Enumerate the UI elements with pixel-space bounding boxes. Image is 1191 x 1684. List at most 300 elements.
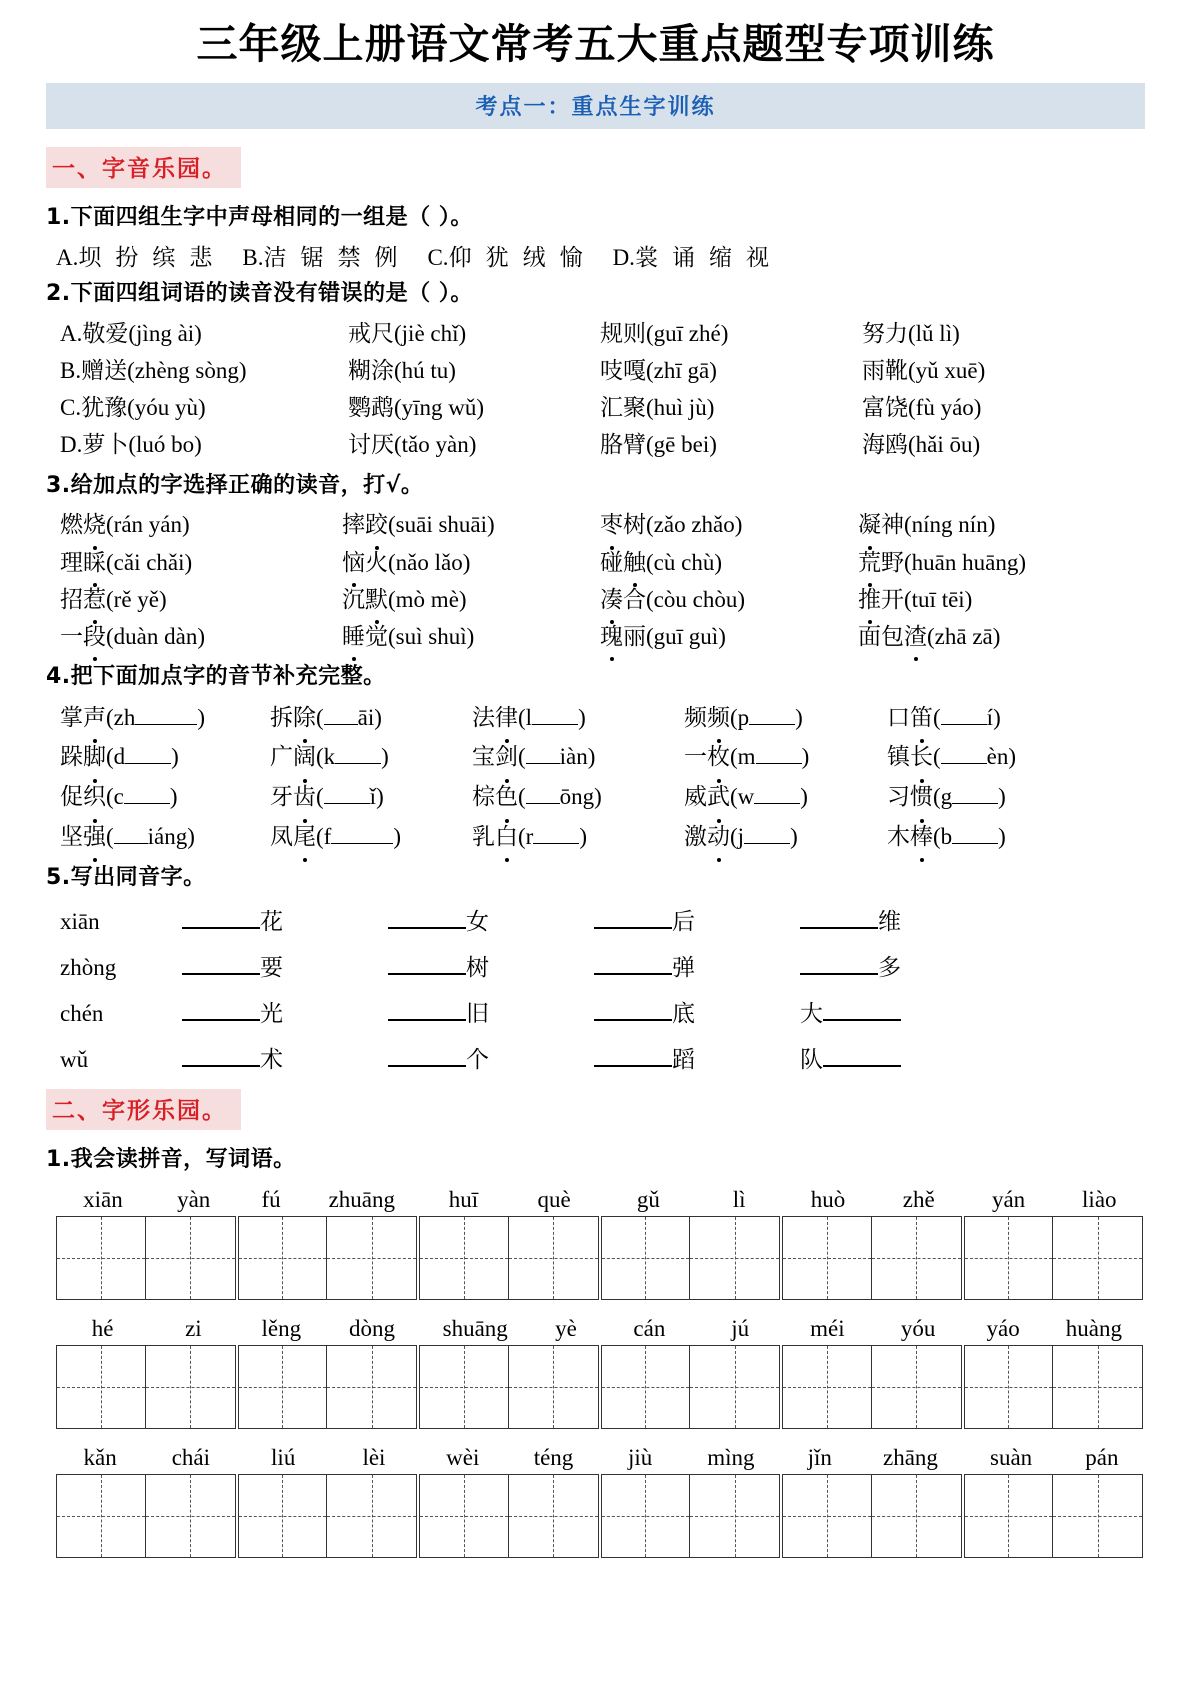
q4-blank[interactable] [744,843,790,844]
q3-items[interactable] [46,506,1145,655]
q4-pinyin-group: ( ǐ) [316,784,384,810]
q4-prompt: 4.把下面加点字的音节补充完整。 [46,664,386,690]
pinyin-pair [782,1445,964,1471]
q4-items[interactable] [46,698,1145,856]
q3-item[interactable] [858,618,1145,655]
q4-row[interactable] [46,817,1145,857]
tianzige-cell[interactable] [1053,1217,1142,1299]
q3-pinyin-choices[interactable]: (rě yě) [106,586,167,612]
q5-blank[interactable] [594,1019,672,1021]
tianzige-pair[interactable] [601,1345,781,1429]
q1-option-char: 绒 [522,244,546,270]
q3-pinyin-choices[interactable]: (nǎo lǎo) [388,549,471,575]
tianzige-row[interactable] [46,1216,1145,1300]
tianzige-pair[interactable] [964,1474,1144,1558]
page-title: 三年级上册语文常考五大重点题型专项训练 [196,20,995,68]
q3-word-prefix: 理 [60,549,83,575]
q5-blank[interactable] [388,1019,466,1021]
q3-item[interactable] [60,581,342,618]
q1-option-char: 愉 [559,244,583,270]
q4-blank[interactable] [331,843,393,844]
q4-item[interactable] [270,698,472,738]
q2-pinyin: (lǔ lì) [908,320,960,346]
q3-item[interactable] [600,506,858,543]
q5-cell[interactable] [182,991,388,1037]
q5-blank[interactable] [388,973,466,975]
q5-cell[interactable] [800,1037,1145,1083]
q5-blank[interactable] [594,927,672,929]
exam-point-banner: 考点一：重点生字训练 [46,83,1145,129]
tianzige-pair[interactable] [419,1474,599,1558]
tianzige-pair[interactable] [56,1474,236,1558]
section-one [46,141,1145,1083]
q3-item[interactable] [600,618,858,655]
q4-blank[interactable] [125,763,171,764]
q5-blank[interactable] [388,927,466,929]
q3-pinyin-choices[interactable]: (huān huāng) [904,549,1026,575]
q2-word: 戒尺 [348,320,394,346]
q5-cell[interactable] [800,945,1145,991]
q5-cell[interactable] [594,899,800,945]
pinyin-syllable: yè [555,1315,577,1341]
q3-item[interactable] [600,581,858,618]
q5-char-after: 维 [878,908,901,934]
q3-pinyin-choices[interactable]: (mò mè) [388,586,467,612]
q4-item[interactable] [887,698,1145,738]
pinyin-syllable: xiān [83,1186,123,1212]
tianzige-pair[interactable] [238,1216,418,1300]
q4-pinyin-group: ( èn) [933,744,1017,770]
q4-blank[interactable] [749,724,795,725]
tianzige-pair[interactable] [56,1216,236,1300]
pinyin-syllable: wèi [446,1444,480,1470]
tianzige-cell[interactable] [690,1475,779,1557]
q5-blank[interactable] [800,927,878,929]
pinyin-syllable: yóu [900,1315,936,1341]
q4-pinyin-group: (p ) [730,704,803,730]
tianzige-cell[interactable] [872,1217,961,1299]
q2-pinyin: (zhèng sòng) [127,357,247,383]
pinyin-pair [964,1316,1146,1342]
tianzige-pair[interactable] [419,1345,599,1429]
q3-pinyin-choices[interactable]: (tuī tēi) [904,586,973,612]
q3-item[interactable] [60,618,342,655]
q5-prompt: 5.写出同音字。 [46,865,206,891]
tianzige-cell[interactable] [1053,1346,1142,1428]
q5-cell[interactable] [182,1037,388,1083]
q3-item[interactable] [342,581,600,618]
q5-row[interactable] [60,1037,1145,1083]
tianzige-cell[interactable] [965,1475,1054,1557]
tianzige-cell[interactable] [327,1346,416,1428]
pinyin-syllable: jǐn [807,1444,832,1470]
tianzige-cell[interactable] [509,1475,598,1557]
tianzige-cell[interactable] [965,1217,1054,1299]
q4-item[interactable] [60,698,270,738]
tianzige-cell[interactable] [239,1346,328,1428]
tianzige-pair[interactable] [238,1474,418,1558]
q5-blank[interactable] [823,1019,901,1021]
pinyin-writing-grids[interactable] [46,1187,1145,1558]
tianzige-cell[interactable] [420,1217,509,1299]
q5-cell[interactable] [594,991,800,1037]
q3-word-suffix: 觉 [365,624,388,649]
tianzige-cell[interactable] [420,1346,509,1428]
q1-option[interactable] [56,245,226,270]
q4-blank[interactable] [533,843,579,844]
q4-pinyin-tail: èn [986,744,1009,770]
q5-char-after: 树 [466,954,489,980]
q4-item[interactable] [684,698,887,738]
q2-word: 规则 [600,320,646,346]
q4-item[interactable] [472,817,684,857]
tianzige-cell[interactable] [327,1217,416,1299]
q4-pinyin-group: ( āi) [316,704,382,730]
pinyin-pair [56,1445,238,1471]
pinyin-syllable: pán [1085,1444,1119,1470]
tianzige-cell[interactable] [146,1217,235,1299]
tianzige-cell[interactable] [146,1346,235,1428]
tianzige-cell[interactable] [420,1475,509,1557]
q3-word-prefix: 招 [60,586,83,612]
tianzige-cell[interactable] [965,1346,1054,1428]
q4-pinyin-head: p [737,704,750,730]
q5-blank[interactable] [594,1065,672,1067]
q5-blank[interactable] [800,973,878,975]
q3-pinyin-choices[interactable]: (còu chòu) [646,586,745,612]
q5-blank[interactable] [182,927,260,929]
tianzige-cell[interactable] [783,1217,872,1299]
q5-cell[interactable] [182,899,388,945]
q5-char-after: 要 [260,954,283,980]
q5-cell[interactable] [800,899,1145,945]
q5-row[interactable] [60,945,1145,991]
q4-blank[interactable] [114,843,148,844]
q2-pinyin: (hǎi ōu) [908,432,981,458]
q5-row[interactable] [60,899,1145,945]
q4-item[interactable] [472,737,684,777]
q3-word-suffix: 合 [623,586,646,612]
pinyin-syllable: mìng [707,1444,755,1470]
tianzige-row[interactable] [46,1345,1145,1429]
q5-char-after: 术 [260,1046,283,1072]
q4-pinyin-tail: ōng [559,784,595,810]
emphasis-dot-char: 织 [83,777,106,817]
q4-pinyin-group: (b ) [933,823,1006,849]
q4-word-prefix: 跺 [60,744,83,770]
q4-word-prefix: 拆 [270,704,293,730]
q5-cell[interactable] [594,945,800,991]
q5-blank[interactable] [594,973,672,975]
q1-option-char: 扮 [115,244,139,270]
q4-item[interactable] [684,817,887,857]
tianzige-cell[interactable] [57,1346,146,1428]
pinyin-syllable: jú [731,1315,750,1341]
q5-blank[interactable] [823,1065,901,1067]
tianzige-cell[interactable] [602,1217,691,1299]
q2-option-item [348,426,600,463]
tianzige-cell[interactable] [57,1217,146,1299]
q4-pinyin-head: l [525,704,533,730]
q4-item[interactable] [270,817,472,857]
q4-word-prefix: 威 [684,784,707,810]
q4-blank[interactable] [526,763,560,764]
emphasis-dot-char: 枚 [707,737,730,777]
q3-item[interactable] [858,506,1145,543]
q1-option-label: A. [56,244,79,270]
q4-pinyin-tail: ǐ [369,784,377,810]
q4-blank[interactable] [526,803,560,804]
q3-item[interactable] [342,618,600,655]
tianzige-pair[interactable] [964,1216,1144,1300]
q2-option-row[interactable] [46,315,1145,352]
pinyin-syllable: yàn [177,1186,211,1212]
q4-item[interactable] [270,777,472,817]
q2-option-label: B. [60,357,82,383]
q4-item[interactable] [60,737,270,777]
q3-prompt: 3.给加点的字选择正确的读音，打√。 [46,472,424,498]
q3-item[interactable] [342,544,600,581]
q4-pinyin-group: (j ) [730,823,798,849]
q5-row[interactable] [60,991,1145,1037]
tianzige-pair[interactable] [782,1216,962,1300]
q4-row[interactable] [46,777,1145,817]
q2-option-row[interactable] [46,389,1145,426]
q3-pinyin-choices[interactable]: (níng nín) [904,512,996,538]
q5-cell[interactable] [388,945,594,991]
q5-blank[interactable] [182,1065,260,1067]
q5-cell[interactable] [800,991,1145,1037]
q2-word: 讨厌 [348,432,394,458]
q5-blank[interactable] [182,973,260,975]
tianzige-cell[interactable] [783,1346,872,1428]
q1-option[interactable] [242,245,411,270]
q4-item[interactable] [684,737,887,777]
q1-option-label: B. [242,244,264,270]
tianzige-cell[interactable] [146,1475,235,1557]
tianzige-pair[interactable] [56,1345,236,1429]
q5-blank[interactable] [182,1019,260,1021]
q4-pinyin-head: zh [113,704,136,730]
q4-blank[interactable] [532,724,578,725]
q4-word-prefix: 坚 [60,823,83,849]
q4-blank[interactable] [952,803,998,804]
q5-cell[interactable] [182,945,388,991]
tianzige-pair[interactable] [782,1474,962,1558]
q5-char-after: 底 [672,1000,695,1026]
tianzige-cell[interactable] [1053,1475,1142,1557]
q3-item[interactable] [60,544,342,581]
q4-pinyin-head: c [113,784,124,810]
q4-item[interactable] [887,817,1145,857]
emphasis-dot-char: 枣 [600,506,623,543]
q4-pinyin-group: ( iáng) [106,823,195,849]
q3-pinyin-choices[interactable]: (rán yán) [106,512,190,538]
q2-option-item [600,315,862,352]
q3-row[interactable] [46,581,1145,618]
pinyin-label-row [46,1316,1145,1342]
pinyin-pair [964,1445,1146,1471]
q4-blank[interactable] [756,763,802,764]
q2-option-item [60,389,348,426]
q2-pinyin: (yīng wǔ) [394,395,485,421]
q4-item[interactable] [887,737,1145,777]
pinyin-pair [238,1187,420,1213]
q4-blank[interactable] [324,803,370,804]
q2-option-item [348,389,600,426]
q3-pinyin-choices[interactable]: (zǎo zhǎo) [646,512,743,538]
emphasis-dot-char: 惹 [83,581,106,618]
q4-item[interactable] [60,817,270,857]
q5-syllable: wǔ [60,1046,89,1072]
q5-cell[interactable] [594,1037,800,1083]
pinyin-syllable: dòng [349,1315,396,1341]
tianzige-row[interactable] [46,1474,1145,1558]
q2-word: 海鸥 [862,432,908,458]
q2-option-item [60,315,348,352]
q5-char-after: 个 [466,1046,489,1072]
section-one-heading: 一、字音乐园。 [46,147,241,188]
q3-pinyin-choices[interactable]: (cù chù) [646,549,722,575]
q2-word: 敬爱 [82,320,129,346]
writing-row [46,1187,1145,1300]
q2-option-row[interactable] [46,352,1145,389]
q3-pinyin-choices[interactable]: (cǎi chǎi) [106,549,193,575]
q3-item[interactable] [60,506,342,543]
q4-item[interactable] [270,737,472,777]
tianzige-pair[interactable] [238,1345,418,1429]
pinyin-syllable: jiù [627,1444,653,1470]
tianzige-cell[interactable] [872,1346,961,1428]
q4-row[interactable] [46,737,1145,777]
q3-row[interactable] [46,544,1145,581]
q3-item[interactable] [600,544,858,581]
pinyin-pair [782,1316,964,1342]
q2-option-label: D. [60,432,83,458]
q3-item[interactable] [858,544,1145,581]
q5-char-after: 光 [260,1000,283,1026]
tianzige-pair[interactable] [601,1474,781,1558]
q4-word-prefix: 凤 [270,823,293,849]
q4-blank[interactable] [324,724,358,725]
q2-options[interactable] [46,315,1145,464]
q1-option[interactable] [613,245,783,270]
q4-blank[interactable] [952,843,998,844]
q4-item[interactable] [472,777,684,817]
q3-pinyin-choices[interactable]: (suāi shuāi) [388,512,495,538]
q2-option-item [862,352,1145,389]
pinyin-syllable: shuāng [442,1315,508,1341]
tianzige-cell[interactable] [690,1346,779,1428]
q5-char-after: 后 [672,908,695,934]
q4-blank[interactable] [124,803,170,804]
emphasis-dot-char: 声 [83,698,106,738]
tianzige-cell[interactable] [239,1217,328,1299]
q5-blank[interactable] [388,1065,466,1067]
writing-row [46,1316,1145,1429]
pinyin-syllable: lěng [261,1315,302,1341]
tianzige-cell[interactable] [602,1346,691,1428]
emphasis-dot-char: 凝 [858,506,881,543]
q4-pinyin-group: (c ) [106,784,178,810]
tianzige-cell[interactable] [57,1475,146,1557]
q4-row[interactable] [46,698,1145,738]
tianzige-cell[interactable] [239,1475,328,1557]
q4-word-prefix: 镇 [887,744,910,770]
q3-item[interactable] [858,581,1145,618]
q4-word-prefix: 广 [270,744,293,770]
q2-word: 胳臂 [600,432,646,458]
q5-cell[interactable] [388,1037,594,1083]
q2-option-item [60,426,348,463]
q2-pinyin: (jiè chǐ) [394,320,467,346]
q4-pinyin-group: (w ) [730,784,808,810]
q4-item[interactable] [60,777,270,817]
q1-options[interactable] [46,239,1145,272]
tianzige-cell[interactable] [509,1346,598,1428]
q4-pinyin-group: (l ) [518,704,586,730]
q2-option-item [600,352,862,389]
q5-char-before: 大 [800,1000,823,1026]
q2-option-item [348,352,600,389]
q4-pinyin-group: ( ōng) [518,784,602,810]
q5-cell[interactable] [388,991,594,1037]
q4-pinyin-group: (f ) [316,823,402,849]
pinyin-pair [601,1445,783,1471]
q4-item[interactable] [887,777,1145,817]
q2-word: 犹豫 [81,395,128,421]
tianzige-cell[interactable] [872,1475,961,1557]
q3-pinyin-choices[interactable]: (duàn dàn) [106,624,205,649]
tianzige-cell[interactable] [783,1475,872,1557]
q4-pinyin-group: ( í) [933,704,1001,730]
tianzige-cell[interactable] [327,1475,416,1557]
tianzige-cell[interactable] [509,1217,598,1299]
tianzige-pair[interactable] [601,1216,781,1300]
tianzige-pair[interactable] [419,1216,599,1300]
tianzige-cell[interactable] [690,1217,779,1299]
q5-cell[interactable] [388,899,594,945]
q3-row[interactable] [46,506,1145,543]
tianzige-pair[interactable] [782,1345,962,1429]
tianzige-cell[interactable] [602,1475,691,1557]
q2-pinyin: (hú tu) [394,357,456,383]
q2-option-item [862,389,1145,426]
q4-blank[interactable] [941,763,987,764]
q3-pinyin-choices[interactable]: (suì shuì) [388,624,475,649]
q3-pinyin-choices[interactable]: (guī guì) [646,624,726,649]
q2-option-row[interactable] [46,426,1145,463]
q3-item[interactable] [342,506,600,543]
emphasis-dot-char: 除 [293,698,316,738]
q4-blank[interactable] [335,763,381,764]
q2-pinyin: (zhī gā) [646,357,717,383]
q4-blank[interactable] [135,724,197,725]
q3-pinyin-choices[interactable]: (zhā zā) [927,624,1001,649]
q4-blank[interactable] [941,724,987,725]
emphasis-dot-char: 瑰 [600,618,623,655]
q5-homophone-table[interactable] [46,899,1145,1083]
tianzige-pair[interactable] [964,1345,1144,1429]
q2-pinyin: (yǔ xuē) [908,357,986,383]
q1-option[interactable] [427,245,596,270]
q3-row[interactable] [46,618,1145,655]
q4-blank[interactable] [754,803,800,804]
q4-pinyin-tail: iáng [147,823,188,849]
q4-item[interactable] [684,777,887,817]
q4-item[interactable] [472,698,684,738]
q5-syllable: zhòng [60,954,117,980]
